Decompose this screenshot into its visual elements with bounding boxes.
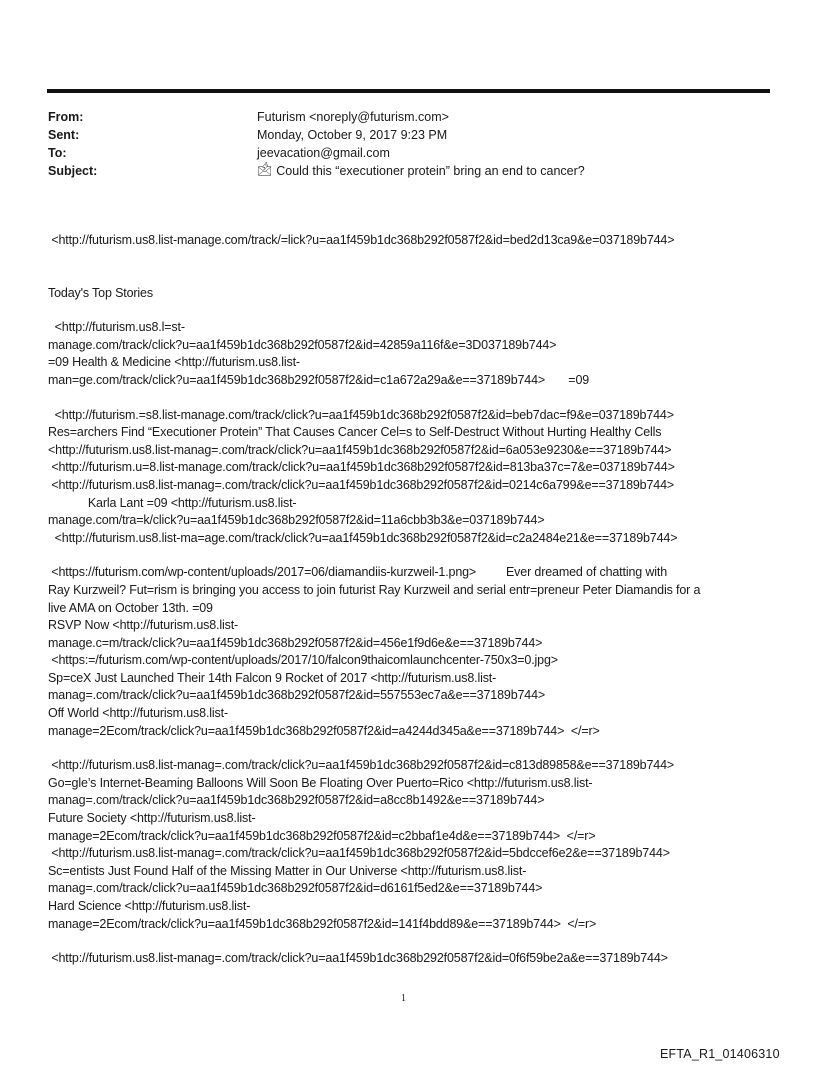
document-id: EFTA_R1_01406310 — [660, 1047, 780, 1061]
body-line: Hard Science <http://futurism.us8.list- — [48, 899, 251, 913]
from-value: Futurism <noreply@futurism.com> — [257, 110, 449, 124]
body-line: manage.com/tra=k/click?u=aa1f459b1dc368b292f0587f2&id=11a6cbb3b3&e=037189b744> — [48, 513, 545, 528]
pen-hand-icon: 🖄 — [257, 163, 273, 178]
subject-value-wrap — [257, 162, 768, 180]
sent-label: Sent: — [48, 128, 80, 142]
body-line: manag=.com/track/click?u=aa1f459b1dc368b292f0587f2&id=a8cc8b1492&e==37189b744> — [48, 793, 545, 808]
body-line: <http://futurism.us8.list-manag=.com/track/click?u=aa1f459b1dc368b292f0587f2&id=0214c6a799&e==37189b744> — [48, 477, 675, 492]
to-value: jeevacation@gmail.com — [257, 146, 390, 160]
body-line: Sp=ceX Just Launched Their 14th Falcon 9 Rocket of 2017 <http://futurism.us8.list- — [48, 670, 497, 685]
body-line: <https://futurism.com/wp-content/uploads/2017=06/diamandiis-kurzweil-1.png> Ever dreamed of chatting with — [48, 565, 667, 580]
body-line: Future Society <http://futurism.us8.list- — [48, 811, 256, 826]
body-line: Go=gle’s Internet-Beaming Balloons Will Soon Be Floating Over Puerto=Rico <http://futurism.us8.list- — [48, 775, 593, 790]
body-line: manag=.com/track/click?u=aa1f459b1dc368b292f0587f2&id=557553ec7a&e==37189b744> — [48, 688, 546, 703]
body-line: manage=2Ecom/track/click?u=aa1f459b1dc368b292f0587f2&id=a4244d345a&e==37189b744> </=r> — [48, 723, 600, 738]
body-line: <http://futurism.=s8.list-manage.com/track/click?u=aa1f459b1dc368b292f0587f2&id=beb7dac=f9&e=037189b744> — [48, 407, 674, 422]
section-title: Today's Top Stories — [48, 285, 153, 300]
body-line: <http://futurism.us8.list-manag=.com/track/click?u=aa1f459b1dc368b292f0587f2&id=c813d89858&e==37189b744> — [48, 758, 675, 773]
body-line: <http://futurism.us8.list-manag=.com/track/click?u=aa1f459b1dc368b292f0587f2&id=0f6f59be2a&e==37189b744> — [48, 951, 668, 966]
sent-value: Monday, October 9, 2017 9:23 PM — [257, 128, 448, 142]
body-line: <http://futurism.us8.list-manag=.com/track/click?u=aa1f459b1dc368b292f0587f2&id=5bdccef6e2&e==37189b744> — [48, 846, 670, 861]
body-line: manage=2Ecom/track/click?u=aa1f459b1dc368b292f0587f2&id=c2bbaf1e4d&e==37189b744> </=r> — [48, 828, 596, 843]
body-line: man=ge.com/track/click?u=aa1f459b1dc368b292f0587f2&id=c1a672a29a&e==37189b744> =09 — [48, 372, 590, 387]
email-body — [48, 232, 774, 968]
body-line: <http://futurism.u=8.list-manage.com/track/click?u=aa1f459b1dc368b292f0587f2&id=813ba37c=7&e=037189b744> — [48, 460, 675, 475]
body-line: manage.com/track/click?u=aa1f459b1dc368b292f0587f2&id=42859a116f&e=3D037189b744> — [48, 337, 557, 352]
subject-row — [48, 162, 768, 180]
body-line: <https:=/futurism.com/wp-content/uploads/2017/10/falcon9thaicomlaunchcenter-750x3=0.jpg> — [48, 653, 558, 668]
body-line: Res=archers Find “Executioner Protein” That Causes Cancer Cel=s to Self-Destruct Without Hurting Healthy Cells — [48, 425, 662, 440]
from-row — [48, 108, 768, 126]
body-line: =09 Health & Medicine <http://futurism.us8.list- — [48, 355, 300, 370]
body-line: live AMA on October 13th. =09 — [48, 600, 213, 615]
body-line: Sc=entists Just Found Half of the Missing Matter in Our Universe <http://futurism.us8.list- — [48, 863, 527, 878]
sent-row — [48, 126, 768, 144]
body-line: manage=2Ecom/track/click?u=aa1f459b1dc368b292f0587f2&id=141f4bdd89&e==37189b744> </=r> — [48, 916, 597, 931]
header-rule — [47, 89, 770, 93]
subject-label: Subject: — [48, 164, 98, 178]
body-line: <http://futurism.us8.list-ma=age.com/track/click?u=aa1f459b1dc368b292f0587f2&id=c2a2484e21&e==37189b744> — [48, 530, 678, 545]
body-line: RSVP Now <http://futurism.us8.list- — [48, 618, 239, 633]
page-number: 1 — [401, 993, 406, 1004]
body-line: <http://futurism.us8.list-manag=.com/track/click?u=aa1f459b1dc368b292f0587f2&id=6a053e9230&e==37189b744> — [48, 442, 672, 457]
body-line: <http://futurism.us8.list-manage.com/track/=lick?u=aa1f459b1dc368b292f0587f2&id=bed2d13ca9&e=037189b744> — [48, 233, 675, 247]
to-row — [48, 144, 768, 162]
body-line: Ray Kurzweil? Fut=rism is bringing you access to join futurist Ray Kurzweil and serial entr=preneur Peter Diamandis for a — [48, 582, 701, 597]
from-label: From: — [48, 110, 84, 124]
body-line: manag=.com/track/click?u=aa1f459b1dc368b292f0587f2&id=d6161f5ed2&e==37189b744> — [48, 881, 543, 896]
body-line: Off World <http://futurism.us8.list- — [48, 706, 228, 721]
to-label: To: — [48, 146, 67, 160]
body-line: manage.c=m/track/click?u=aa1f459b1dc368b292f0587f2&id=456e1f9d6e&e==37189b744> — [48, 635, 543, 650]
email-header — [48, 108, 768, 180]
body-line: <http://futurism.us8.l=st- — [48, 320, 185, 335]
subject-value: Could this “executioner protein” bring an end to cancer? — [276, 164, 585, 178]
body-line: Karla Lant =09 <http://futurism.us8.list- — [48, 495, 297, 510]
